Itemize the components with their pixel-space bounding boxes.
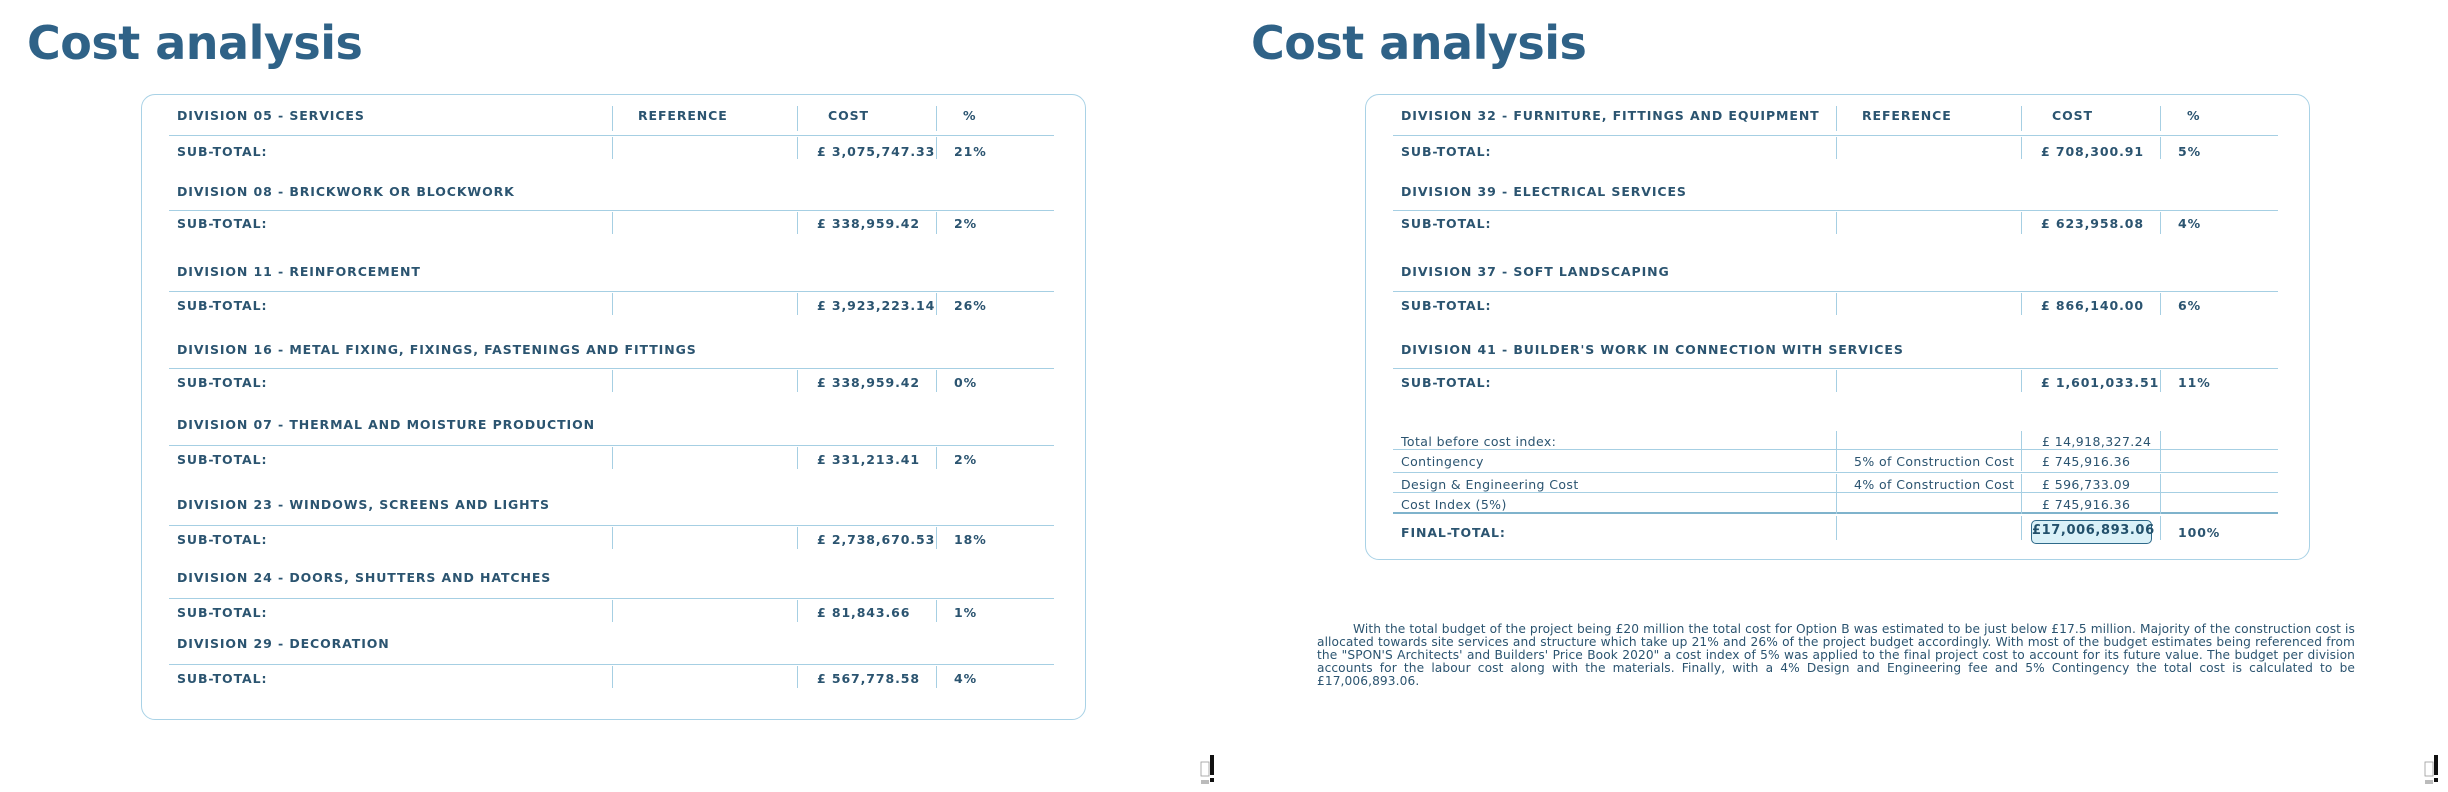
page-logo-icon [1200, 754, 1218, 786]
column-divider [936, 137, 937, 159]
column-divider [797, 137, 798, 159]
row-rule [1393, 210, 2278, 211]
final-total-value: £17,006,893.06 [2031, 520, 2152, 544]
column-divider [2160, 474, 2161, 494]
column-divider [2021, 293, 2022, 315]
column-divider [612, 370, 613, 392]
column-divider [797, 212, 798, 234]
row-rule [1393, 135, 2278, 136]
page-title: Cost analysis [27, 16, 363, 70]
division-title: DIVISION 11 - REINFORCEMENT [177, 264, 421, 279]
subtotal-cost: £ 708,300.91 [2041, 144, 2144, 159]
row-rule [169, 291, 1054, 292]
column-divider [2021, 431, 2022, 451]
subtotal-percent: 0% [954, 375, 978, 390]
subtotal-label: SUB-TOTAL: [177, 216, 268, 231]
column-divider [2021, 106, 2022, 131]
subtotal-percent: 21% [954, 144, 987, 159]
column-divider [936, 666, 937, 688]
column-divider [797, 527, 798, 549]
column-divider [612, 293, 613, 315]
subtotal-label: SUB-TOTAL: [177, 532, 268, 547]
column-divider [612, 106, 613, 131]
column-divider [797, 600, 798, 622]
column-divider [612, 600, 613, 622]
subtotal-cost: £ 866,140.00 [2041, 298, 2144, 313]
column-divider [797, 293, 798, 315]
subtotal-percent: 26% [954, 298, 987, 313]
summary-label: Design & Engineering Cost [1401, 477, 1579, 492]
column-divider [1836, 516, 1837, 540]
subtotal-cost: £ 338,959.42 [817, 375, 920, 390]
column-divider [2021, 451, 2022, 471]
reference-header: REFERENCE [638, 108, 728, 123]
column-divider [1836, 293, 1837, 315]
column-divider [2160, 293, 2161, 315]
subtotal-cost: £ 338,959.42 [817, 216, 920, 231]
cost-summary-paragraph: With the total budget of the project being £20 million the total cost for Option B was estimated to be just below £17.5 million. Majority of the construction cost is allocated towards site services and structure which take up 21% and 26% of the project budget accordingly. With most of the budget estimates being referenced from the "SPON'S Architects' and Builders' Price Book 2020" a cost index of 5% was applied to the final project cost to account for its future value. The budget per division accounts for the labour cost along with the materials. Finally, with a 4% Design and Engineering fee and 5% Contingency the total cost is calculated to be £17,006,893.06. [1317, 622, 2355, 688]
division-title: DIVISION 05 - SERVICES [177, 108, 365, 123]
row-rule [1393, 368, 2278, 369]
subtotal-label: SUB-TOTAL: [177, 452, 268, 467]
division-title: DIVISION 37 - SOFT LANDSCAPING [1401, 264, 1670, 279]
subtotal-label: SUB-TOTAL: [177, 298, 268, 313]
final-total-percent: 100% [2178, 525, 2221, 540]
division-title: DIVISION 23 - WINDOWS, SCREENS AND LIGHTS [177, 497, 550, 512]
subtotal-cost: £ 623,958.08 [2041, 216, 2144, 231]
subtotal-percent: 18% [954, 532, 987, 547]
subtotal-percent: 6% [2178, 298, 2202, 313]
column-divider [2160, 451, 2161, 471]
column-divider [936, 370, 937, 392]
column-divider [612, 666, 613, 688]
summary-reference: 5% of Construction Cost [1854, 454, 2015, 469]
summary-label: Cost Index (5%) [1401, 497, 1507, 512]
column-divider [2160, 431, 2161, 451]
division-title: DIVISION 39 - ELECTRICAL SERVICES [1401, 184, 1687, 199]
subtotal-percent: 4% [954, 671, 978, 686]
subtotal-label: SUB-TOTAL: [1401, 298, 1492, 313]
column-divider [2160, 106, 2161, 131]
column-divider [797, 666, 798, 688]
final-total-label: FINAL-TOTAL: [1401, 525, 1506, 540]
division-title: DIVISION 32 - FURNITURE, FITTINGS AND EQUIPMENT [1401, 108, 1820, 123]
subtotal-percent: 2% [954, 216, 978, 231]
summary-cost: £ 14,918,327.24 [2042, 434, 2152, 449]
summary-cost: £ 745,916.36 [2042, 454, 2131, 469]
page-title: Cost analysis [1251, 16, 1587, 70]
division-title: DIVISION 07 - THERMAL AND MOISTURE PRODUCTION [177, 417, 595, 432]
row-rule [169, 368, 1054, 369]
reference-header: REFERENCE [1862, 108, 1952, 123]
page-logo-icon [2424, 754, 2442, 786]
column-divider [936, 293, 937, 315]
column-divider [2160, 516, 2161, 540]
column-divider [2160, 494, 2161, 514]
column-divider [797, 106, 798, 131]
column-divider [2160, 370, 2161, 392]
row-rule [169, 525, 1054, 526]
column-divider [2160, 212, 2161, 234]
row-rule [1393, 291, 2278, 292]
row-rule [169, 445, 1054, 446]
division-title: DIVISION 16 - METAL FIXING, FIXINGS, FASTENINGS AND FITTINGS [177, 342, 697, 357]
cost-header: COST [2052, 108, 2093, 123]
division-title: DIVISION 41 - BUILDER'S WORK IN CONNECTION WITH SERVICES [1401, 342, 1904, 357]
column-divider [2021, 516, 2022, 540]
row-rule [169, 598, 1054, 599]
column-divider [612, 212, 613, 234]
column-divider [936, 212, 937, 234]
column-divider [1836, 474, 1837, 494]
summary-rule [1393, 472, 2278, 473]
column-divider [2021, 474, 2022, 494]
column-divider [2021, 137, 2022, 159]
column-divider [936, 600, 937, 622]
column-divider [797, 447, 798, 469]
subtotal-cost: £ 2,738,670.53 [817, 532, 936, 547]
subtotal-percent: 4% [2178, 216, 2202, 231]
column-divider [936, 106, 937, 131]
row-rule [169, 135, 1054, 136]
subtotal-cost: £ 1,601,033.51 [2041, 375, 2160, 390]
summary-cost: £ 596,733.09 [2042, 477, 2131, 492]
subtotal-label: SUB-TOTAL: [177, 605, 268, 620]
subtotal-cost: £ 3,075,747.33 [817, 144, 936, 159]
subtotal-cost: £ 567,778.58 [817, 671, 920, 686]
subtotal-label: SUB-TOTAL: [177, 671, 268, 686]
column-divider [1836, 137, 1837, 159]
subtotal-percent: 2% [954, 452, 978, 467]
subtotal-percent: 1% [954, 605, 978, 620]
row-rule [169, 664, 1054, 665]
subtotal-label: SUB-TOTAL: [177, 375, 268, 390]
division-title: DIVISION 24 - DOORS, SHUTTERS AND HATCHES [177, 570, 552, 585]
column-divider [1836, 451, 1837, 471]
column-divider [1836, 106, 1837, 131]
percent-header: % [963, 108, 977, 123]
cost-header: COST [828, 108, 869, 123]
subtotal-label: SUB-TOTAL: [1401, 144, 1492, 159]
column-divider [2021, 370, 2022, 392]
column-divider [1836, 370, 1837, 392]
row-rule [169, 210, 1054, 211]
summary-label: Total before cost index: [1401, 434, 1557, 449]
subtotal-label: SUB-TOTAL: [1401, 375, 1492, 390]
column-divider [936, 447, 937, 469]
subtotal-cost: £ 81,843.66 [817, 605, 911, 620]
column-divider [1836, 431, 1837, 451]
column-divider [612, 137, 613, 159]
subtotal-label: SUB-TOTAL: [1401, 216, 1492, 231]
column-divider [612, 447, 613, 469]
column-divider [936, 527, 937, 549]
column-divider [1836, 212, 1837, 234]
column-divider [2021, 494, 2022, 514]
percent-header: % [2187, 108, 2201, 123]
subtotal-percent: 11% [2178, 375, 2211, 390]
summary-cost: £ 745,916.36 [2042, 497, 2131, 512]
division-title: DIVISION 08 - BRICKWORK OR BLOCKWORK [177, 184, 515, 199]
subtotal-percent: 5% [2178, 144, 2202, 159]
column-divider [2160, 137, 2161, 159]
subtotal-label: SUB-TOTAL: [177, 144, 268, 159]
subtotal-cost: £ 3,923,223.14 [817, 298, 936, 313]
column-divider [797, 370, 798, 392]
subtotal-cost: £ 331,213.41 [817, 452, 920, 467]
column-divider [2021, 212, 2022, 234]
column-divider [612, 527, 613, 549]
column-divider [1836, 494, 1837, 514]
summary-reference: 4% of Construction Cost [1854, 477, 2015, 492]
division-title: DIVISION 29 - DECORATION [177, 636, 390, 651]
summary-label: Contingency [1401, 454, 1484, 469]
